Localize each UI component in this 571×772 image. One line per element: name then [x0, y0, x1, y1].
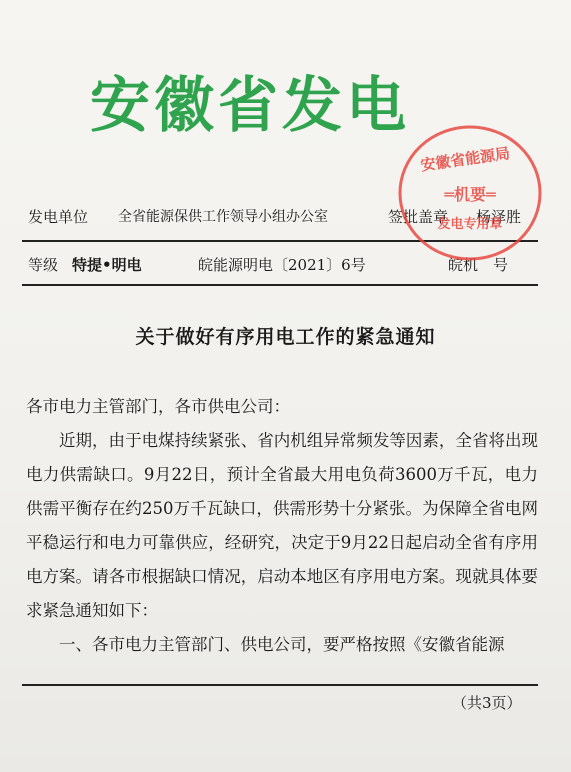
salutation: 各市电力主管部门，各市供电公司： [26, 397, 290, 416]
body-paragraph: 近期，由于电煤持续紧张、省内机组异常频发等因素，全省将出现电力供需缺口。9月22日，预计全省最大用电负荷3600万千瓦，电力供需平衡存在约250万千瓦缺口，供需形势十分紧张。为保障全省电网平稳运行和电力可靠供应，经研究，决定于9月22日起启动全省有序用电方案。请各市根据缺口情况，启动本地区有序用电方案。现就具体要求紧急通知如下： [26, 431, 538, 620]
level-value: 特提•明电 [72, 256, 142, 274]
sign-label: 签批盖章 [388, 208, 449, 226]
document-title: 关于做好有序用电工作的紧急通知 [135, 326, 436, 348]
divider-bottom [22, 284, 538, 286]
document-number: 皖能源明电〔2021〕6号 [198, 256, 366, 274]
svg-text:发电专用章: 发电专用章 [437, 217, 503, 232]
code-label: 皖机 号 [448, 256, 509, 274]
sender-unit-label: 发电单位 [28, 208, 89, 226]
divider-footer [22, 684, 538, 686]
signer-name: 杨泽胜 [476, 208, 522, 226]
svg-text:安徽省能源局: 安徽省能源局 [419, 144, 512, 175]
page-count: （共3页） [452, 694, 522, 712]
sender-unit-value: 全省能源保供工作领导小组办公室 [118, 209, 328, 225]
level-label: 等级 [28, 256, 59, 274]
document-body [26, 390, 538, 662]
svg-text:═机要═: ═机要═ [444, 185, 496, 204]
official-seal-stamp [395, 118, 545, 268]
telegram-header-title: 安徽省发电 [90, 71, 410, 141]
body-paragraph: 一、各市电力主管部门、供电公司，要严格按照《安徽省能源 [59, 635, 505, 654]
